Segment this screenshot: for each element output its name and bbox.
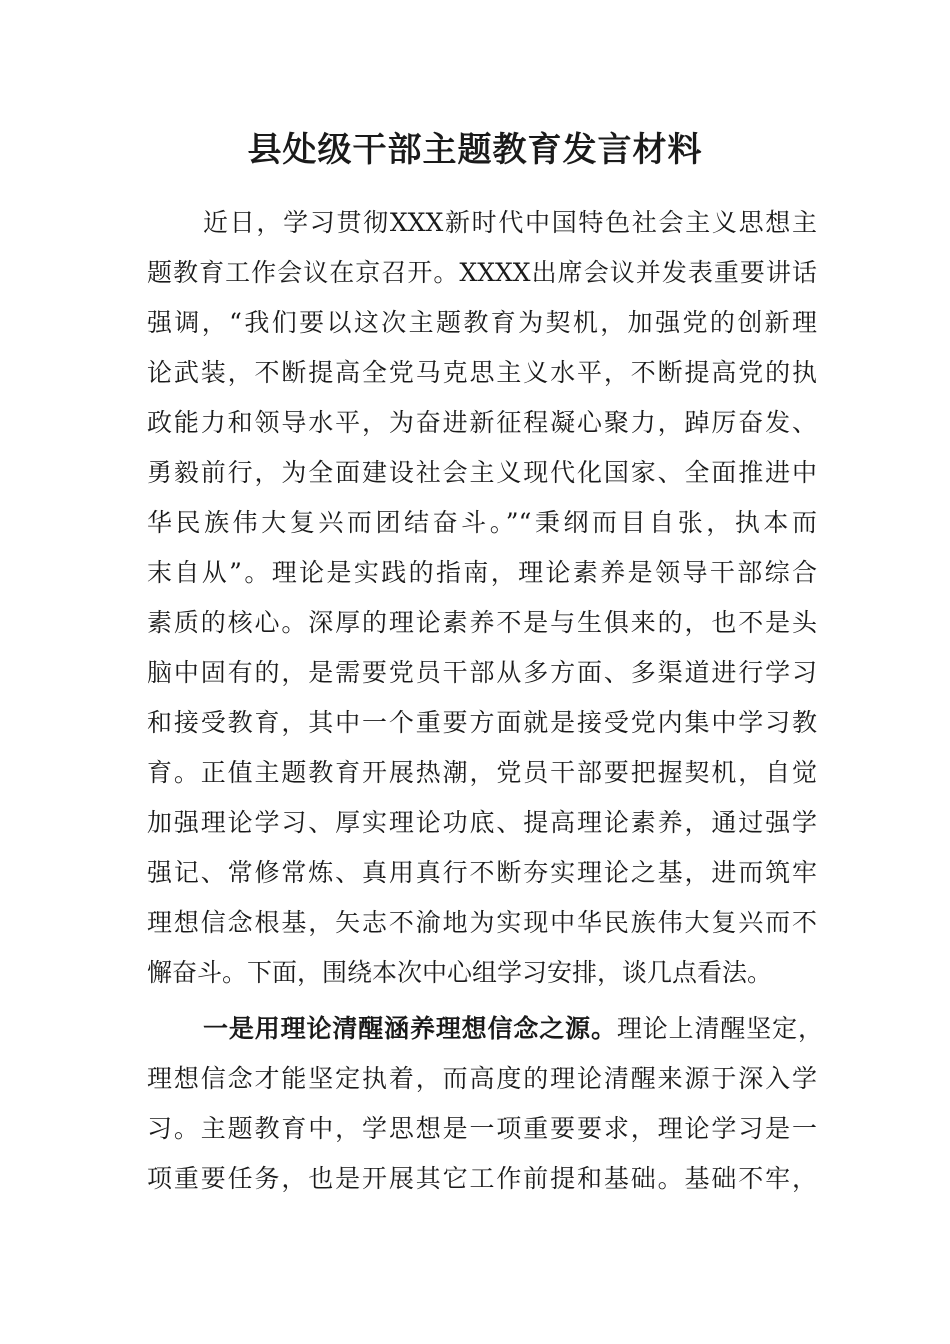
paragraph-line: 强调，“我们要以这次主题教育为契机，加强党的创新理 <box>147 308 817 337</box>
paragraph-heading-line <box>203 1004 823 1054</box>
paragraph-line: 论武装，不断提高全党马克思主义水平，不断提高党的执 <box>147 358 817 387</box>
paragraph-line: 题教育工作会议在京召开。XXXX出席会议并发表重要讲话 <box>147 258 817 287</box>
paragraph-line: 勇毅前行，为全面建设社会主义现代化国家、全面推进中 <box>147 458 817 487</box>
paragraph-line: 理想信念才能坚定执着，而高度的理论清醒来源于深入学 <box>147 1064 817 1093</box>
paragraph-line: 政能力和领导水平，为奋进新征程凝心聚力，踔厉奋发、 <box>147 408 817 437</box>
document-title: 县处级干部主题教育发言材料 <box>247 130 703 170</box>
paragraph-line: 脑中固有的，是需要党员干部从多方面、多渠道进行学习 <box>147 658 817 687</box>
paragraph-line: 华民族伟大复兴而团结奋斗。”“秉纲而目自张，执本而 <box>147 508 817 537</box>
paragraph-line: 习。主题教育中，学思想是一项重要要求，理论学习是一 <box>147 1114 817 1143</box>
paragraph-line: 加强理论学习、厚实理论功底、提高理论素养，通过强学 <box>147 808 817 837</box>
paragraph-line: 项重要任务，也是开展其它工作前提和基础。基础不牢， <box>147 1164 817 1193</box>
paragraph-line: 强记、常修常炼、真用真行不断夯实理论之基，进而筑牢 <box>147 858 817 887</box>
paragraph-line: 近日，学习贯彻XXX新时代中国特色社会主义思想主 <box>203 208 817 237</box>
paragraph-line: 和接受教育，其中一个重要方面就是接受党内集中学习教 <box>147 708 817 737</box>
paragraph-line: 末自从”。理论是实践的指南，理论素养是领导干部综合 <box>147 558 817 587</box>
section-heading: 一是用理论清醒涵养理想信念之源。 <box>203 1014 617 1043</box>
paragraph-line: 理想信念根基，矢志不渝地为实现中华民族伟大复兴而不 <box>147 908 817 937</box>
paragraph-line: 懈奋斗。下面，围绕本次中心组学习安排，谈几点看法。 <box>147 958 773 987</box>
paragraph-line: 素质的核心。深厚的理论素养不是与生俱来的，也不是头 <box>147 608 817 637</box>
paragraph-line: 育。正值主题教育开展热潮，党员干部要把握契机，自觉 <box>147 758 817 787</box>
section-heading-rest: 理论上清醒坚定， <box>616 1014 823 1043</box>
